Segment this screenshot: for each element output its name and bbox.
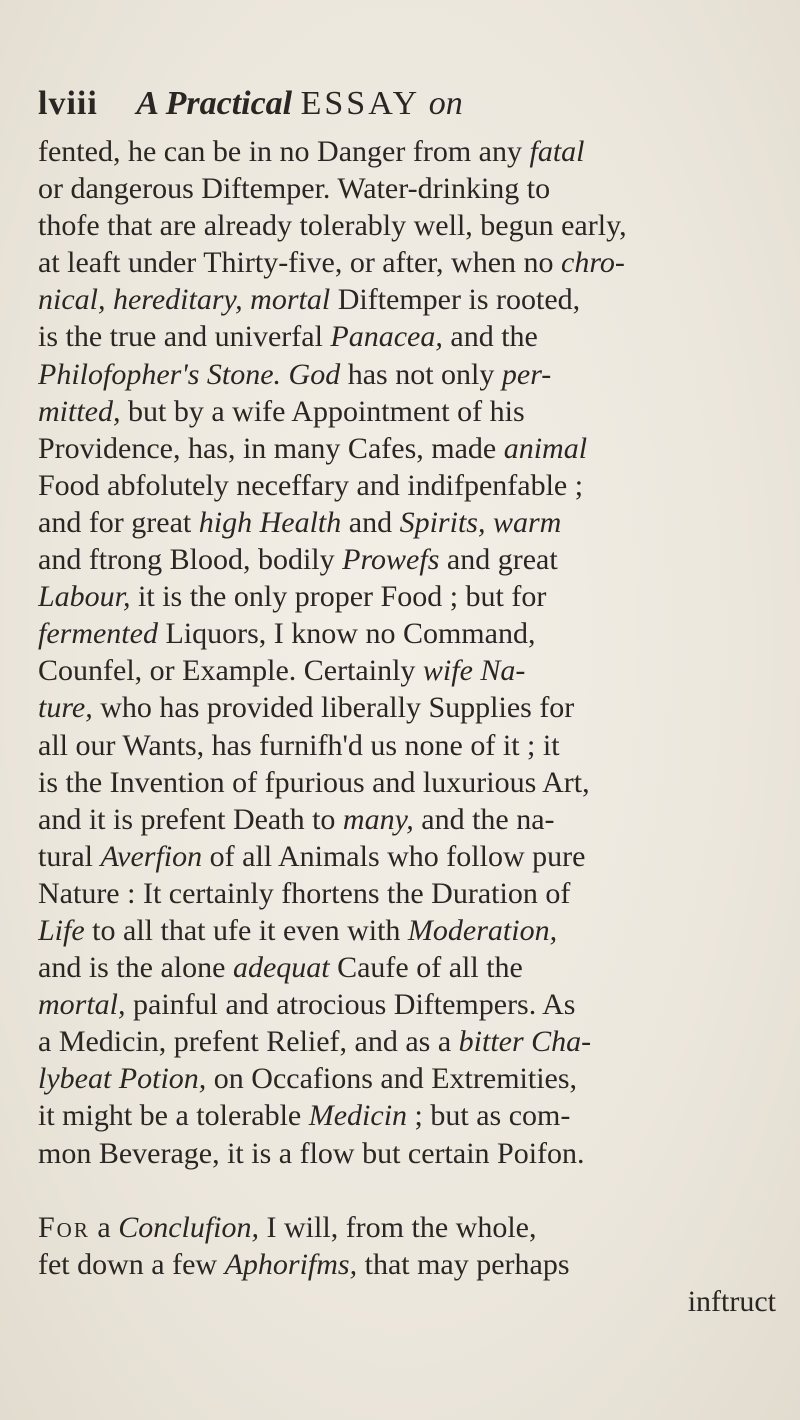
text-run: Caufe of all the xyxy=(329,951,523,985)
text-run: or dangerous Diftemper. Water-drinking to xyxy=(38,172,551,206)
text-line xyxy=(38,949,782,986)
text-run: Labour, xyxy=(38,580,131,614)
text-line xyxy=(38,1060,782,1097)
text-run: thofe that are already tolerably well, begun early, xyxy=(38,209,627,243)
text-run: has not only xyxy=(340,357,502,391)
page-number: lviii xyxy=(38,85,98,122)
text-run: adequat xyxy=(232,951,330,985)
text-run: Panacea, xyxy=(330,320,443,354)
text-run: and it is prefent Death to xyxy=(38,802,343,836)
text-run: Aphorifms, xyxy=(224,1247,358,1281)
text-line xyxy=(38,615,782,652)
text-line xyxy=(38,356,782,393)
text-run: and the na- xyxy=(413,802,555,836)
text-run: is the true and univerfal xyxy=(38,320,331,354)
text-run: is the Invention of fpurious and luxurious Art, xyxy=(38,765,590,799)
paragraph-gap xyxy=(38,1172,782,1209)
text-line xyxy=(38,281,782,318)
text-run: fermented xyxy=(38,617,158,651)
text-run: but by a wife Appointment of his xyxy=(120,394,525,428)
text-run: at leaft under Thirty-five, or after, when no xyxy=(38,246,562,280)
text-line xyxy=(38,912,782,949)
text-run: that may perhaps xyxy=(357,1247,570,1281)
text-run: I will, from the whole, xyxy=(259,1210,537,1244)
text-run: fatal xyxy=(529,135,585,168)
text-run: and great xyxy=(439,543,558,577)
text-run: it is the only proper Food ; but for xyxy=(130,580,547,614)
text-run: Life xyxy=(38,913,85,947)
text-run: nical, hereditary, mortal xyxy=(38,283,331,317)
text-line xyxy=(38,727,782,764)
text-run: to all that ufe it even with xyxy=(84,913,408,947)
text-run: it might be a tolerable xyxy=(38,1099,309,1133)
page-body-text xyxy=(38,133,782,1320)
text-line xyxy=(38,1135,782,1172)
text-run: animal xyxy=(503,431,588,465)
text-run: lybeat Potion, xyxy=(38,1062,207,1096)
text-line xyxy=(38,467,782,504)
text-run: and the xyxy=(442,320,538,354)
text-line xyxy=(38,801,782,838)
text-run: a xyxy=(89,1210,119,1244)
text-run: Diftemper is rooted, xyxy=(330,283,581,317)
text-run: mon Beverage, it is a flow but certain Poifon. xyxy=(38,1136,585,1170)
text-run: Providence, has, in many Cafes, made xyxy=(38,431,504,465)
running-title-italic: A Practical xyxy=(136,85,293,122)
text-run: Food abfolutely neceffary and indifpenfable ; xyxy=(38,468,584,502)
text-line xyxy=(38,875,782,912)
text-line xyxy=(38,133,782,170)
text-line xyxy=(38,838,782,875)
text-run: Philofopher's Stone. God xyxy=(38,357,341,391)
text-run: fet down a few xyxy=(38,1247,225,1281)
text-run: Nature : It certainly fhortens the Duration of xyxy=(38,876,571,910)
text-run: on Occafions and Extremities, xyxy=(206,1062,578,1096)
text-line xyxy=(38,1023,782,1060)
text-line xyxy=(38,541,782,578)
text-run: Medicin xyxy=(308,1099,408,1133)
text-run: many, xyxy=(342,802,414,836)
text-line xyxy=(38,504,782,541)
text-run: Prowefs xyxy=(342,543,440,577)
running-title-on: on xyxy=(428,85,463,122)
text-run: and ftrong Blood, bodily xyxy=(38,543,343,577)
catchword: inftruct xyxy=(687,1284,776,1318)
text-run: per- xyxy=(501,357,552,391)
text-line xyxy=(38,244,782,281)
text-line xyxy=(38,689,782,726)
text-run: Averfion xyxy=(100,839,203,873)
text-run: Spirits, warm xyxy=(399,505,562,539)
text-run: wife Na- xyxy=(422,654,526,688)
text-run: painful and atrocious Diftempers. As xyxy=(125,988,576,1022)
text-line xyxy=(38,1246,782,1283)
text-run: Liquors, I know no Command, xyxy=(157,617,536,651)
text-run: Counfel, or Example. Certainly xyxy=(38,654,423,688)
text-run: ture, xyxy=(38,691,93,725)
text-run: For xyxy=(38,1210,90,1244)
text-run: and for great xyxy=(38,505,199,539)
text-run: who has provided liberally Supplies for xyxy=(92,691,575,725)
text-run: tural xyxy=(38,839,101,873)
text-line xyxy=(38,986,782,1023)
text-run: Moderation, xyxy=(407,913,558,947)
running-header xyxy=(38,76,758,132)
text-line xyxy=(38,318,782,355)
text-run: of all Animals who follow pure xyxy=(202,839,586,873)
text-run: high Health xyxy=(198,505,342,539)
text-line xyxy=(38,652,782,689)
text-run: fented, he can be in no Danger from any xyxy=(38,135,530,168)
text-line xyxy=(38,430,782,467)
text-run: mortal, xyxy=(38,988,126,1022)
text-run: bitter Cha- xyxy=(458,1025,592,1059)
text-line xyxy=(38,1209,782,1246)
text-run: mitted, xyxy=(38,394,121,428)
text-line xyxy=(38,578,782,615)
text-line xyxy=(38,207,782,244)
text-run: chro- xyxy=(561,246,625,280)
text-run: and xyxy=(341,505,400,539)
running-title-essay: ESSAY xyxy=(300,85,421,122)
text-line xyxy=(38,393,782,430)
text-run: a Medicin, prefent Relief, and as a xyxy=(38,1025,459,1059)
text-run: ; but as com- xyxy=(407,1099,571,1133)
text-line xyxy=(38,170,782,207)
text-line xyxy=(38,1097,782,1134)
text-run: Conclufion, xyxy=(118,1210,260,1244)
text-run: all our Wants, has furnifh'd us none of it ; it xyxy=(38,728,560,762)
text-run: and is the alone xyxy=(38,951,233,985)
text-line xyxy=(38,764,782,801)
